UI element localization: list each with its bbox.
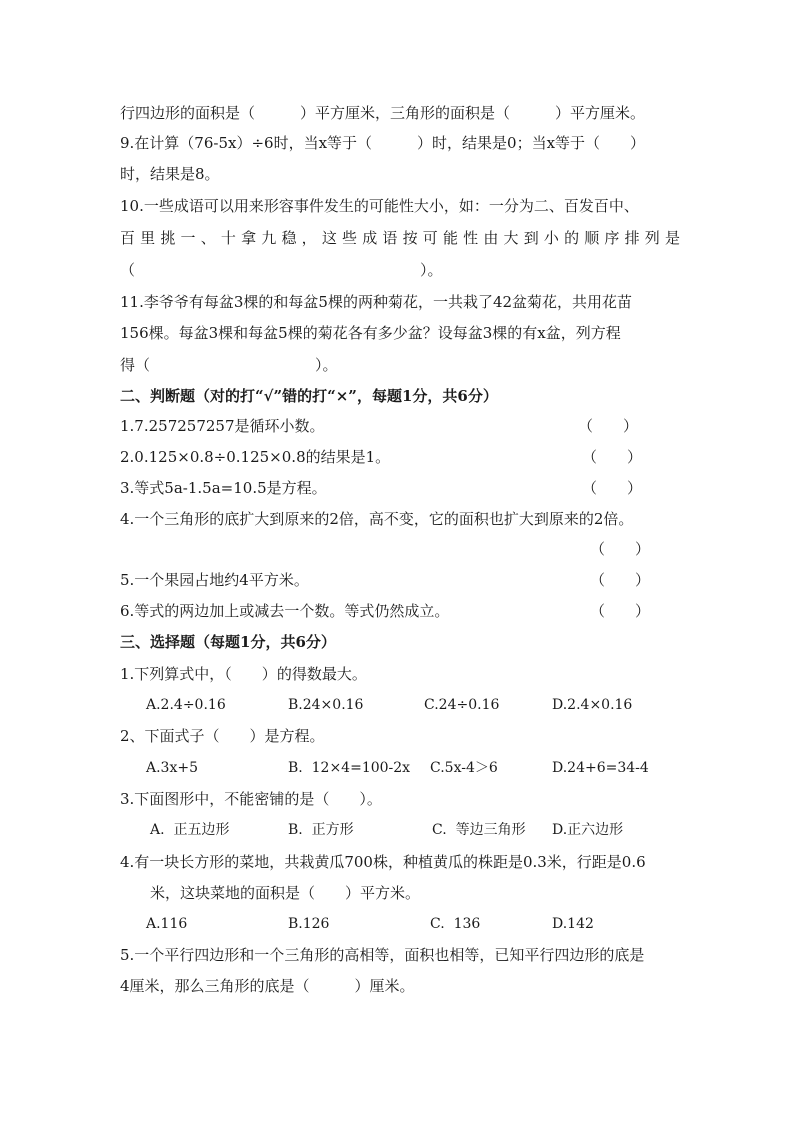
tf-item-6: 6.等式的两边加上或减去一个数。等式仍然成立。 bbox=[120, 602, 450, 620]
mc-question-3: 3.下面图形中，不能密铺的是（ ）。 bbox=[120, 790, 382, 808]
section2-heading: 二、判断题（对的打“√”错的打“×”，每题1分，共6分） bbox=[120, 387, 498, 405]
mc-q2-option-a: A.3x+5 bbox=[146, 760, 199, 776]
mc-q3-option-c: C. 等边三角形 bbox=[432, 822, 526, 838]
mc-q2-option-d: D.24+6=34-4 bbox=[552, 760, 649, 776]
tf-answer-5: （ ） bbox=[590, 571, 651, 589]
mc-q4-option-a: A.116 bbox=[146, 916, 188, 932]
section3-heading: 三、选择题（每题1分，共6分） bbox=[120, 633, 336, 651]
tf-item-5: 5.一个果园占地约4平方米。 bbox=[120, 571, 309, 589]
tf-answer-1: （ ） bbox=[578, 417, 639, 435]
q10-line-1: 10.一些成语可以用来形容事件发生的可能性大小，如：一分为二、百发百中、 bbox=[120, 197, 639, 215]
mc-q3-option-d: D.正六边形 bbox=[552, 822, 624, 838]
tf-answer-6: （ ） bbox=[590, 602, 651, 620]
q11-line-2: 156棵。每盆3棵和每盆5棵的菊花各有多少盆？设每盆3棵的有x盆，列方程 bbox=[120, 324, 621, 342]
q10-line-2: 百里挑一、十拿九稳，这些成语按可能性由大到小的顺序排列是 bbox=[120, 229, 680, 247]
mc-q1-option-d: D.2.4×0.16 bbox=[552, 697, 633, 713]
mc-question-1: 1.下列算式中，（ ）的得数最大。 bbox=[120, 665, 367, 683]
mc-question-4-line-2: 米，这块菜地的面积是（ ）平方米。 bbox=[150, 884, 421, 902]
tf-item-4: 4.一个三角形的底扩大到原来的2倍，高不变，它的面积也扩大到原来的2倍。 bbox=[120, 510, 634, 528]
tf-answer-3: （ ） bbox=[582, 479, 643, 497]
tf-answer-2: （ ） bbox=[582, 448, 643, 466]
mc-q1-option-b: B.24×0.16 bbox=[288, 697, 364, 713]
q10-answer-blank: （ ）。 bbox=[120, 261, 443, 279]
mc-q4-option-c: C. 136 bbox=[430, 916, 481, 932]
q9-line-2: 时，结果是8。 bbox=[120, 165, 220, 183]
mc-q2-option-c: C.5x-4＞6 bbox=[430, 760, 498, 776]
q11-line-1: 11.李爷爷有每盆3棵的和每盆5棵的两种菊花，一共栽了42盆菊花，共用花苗 bbox=[120, 293, 633, 311]
mc-q1-option-c: C.24÷0.16 bbox=[424, 697, 500, 713]
q9-line-1: 9.在计算（76-5x）÷6时，当x等于（ ）时，结果是0；当x等于（ ） bbox=[120, 134, 646, 152]
tf-item-2: 2.0.125×0.8÷0.125×0.8的结果是1。 bbox=[120, 448, 391, 466]
mc-question-5-line-1: 5.一个平行四边形和一个三角形的高相等，面积也相等，已知平行四边形的底是 bbox=[120, 946, 645, 964]
mc-q2-option-b: B. 12×4=100-2x bbox=[288, 760, 411, 776]
mc-question-4-line-1: 4.有一块长方形的菜地，共栽黄瓜700株，种植黄瓜的株距是0.3米，行距是0.6 bbox=[120, 853, 646, 871]
q8-continuation: 行四边形的面积是（ ）平方厘米，三角形的面积是（ ）平方厘米。 bbox=[120, 104, 646, 122]
mc-q3-option-a: A. 正五边形 bbox=[150, 822, 230, 838]
mc-q4-option-d: D.142 bbox=[552, 916, 594, 932]
tf-answer-4: （ ） bbox=[590, 540, 651, 558]
mc-question-2: 2、下面式子（ ）是方程。 bbox=[120, 727, 325, 745]
tf-item-3: 3.等式5a-1.5a=10.5是方程。 bbox=[120, 479, 327, 497]
q11-line-3: 得（ ）。 bbox=[120, 356, 338, 374]
tf-item-1: 1.7.257257257是循环小数。 bbox=[120, 417, 325, 435]
mc-question-5-line-2: 4厘米，那么三角形的底是（ ）厘米。 bbox=[120, 977, 415, 995]
mc-q4-option-b: B.126 bbox=[288, 916, 330, 932]
mc-q1-option-a: A.2.4÷0.16 bbox=[146, 697, 226, 713]
mc-q3-option-b: B. 正方形 bbox=[288, 822, 354, 838]
